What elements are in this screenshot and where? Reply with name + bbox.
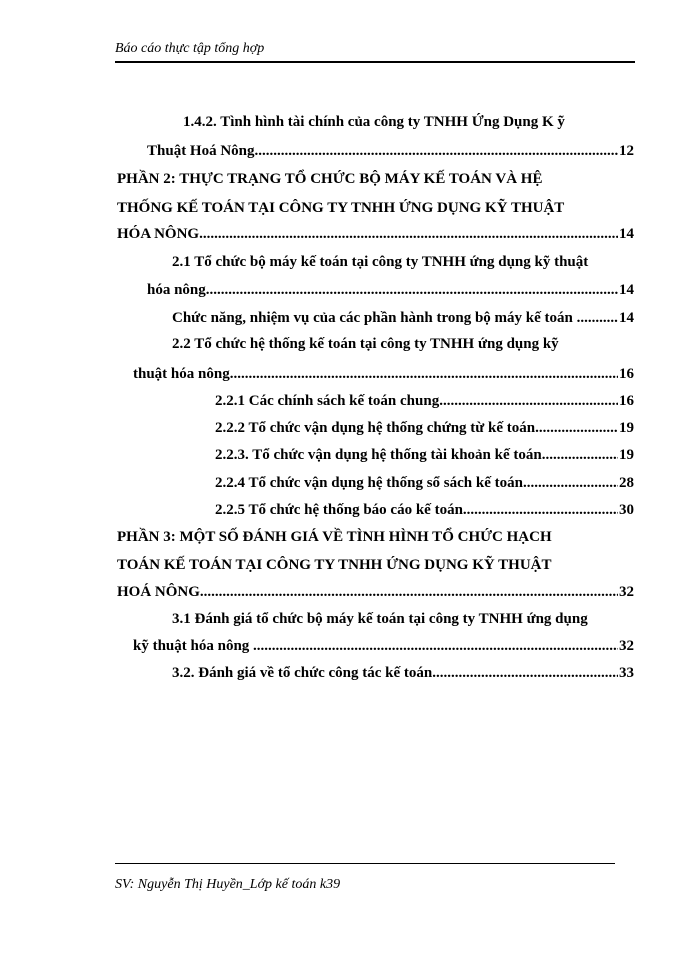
- toc-entry-1-line-2: [147, 139, 634, 163]
- toc-entry-text: HÓA NÔNG: [117, 226, 200, 242]
- toc-entry-7: [215, 416, 634, 440]
- header-divider: [115, 61, 635, 63]
- toc-entry-text: thuật hóa nông: [133, 366, 230, 382]
- toc-page-number: 14: [619, 282, 634, 298]
- toc-entry-3-line-2: [147, 278, 634, 302]
- toc-page-number: 19: [619, 447, 634, 463]
- toc-page-number: 30: [619, 502, 634, 518]
- toc-page-number: 33: [619, 665, 634, 681]
- toc-entry-11-line-3: [117, 580, 634, 604]
- toc-entry-text: HOÁ NÔNG: [117, 584, 200, 600]
- toc-entry-12-line-1: 3.1 Đánh giá tổ chức bộ máy kế toán tại công ty TNHH ứng dụng: [172, 611, 588, 627]
- toc-entry-2-line-1: PHẦN 2: THỰC TRẠNG TỔ CHỨC BỘ MÁY KẾ TOÁN VÀ HỆ: [117, 171, 543, 187]
- toc-entry-2-line-3: [117, 222, 634, 246]
- toc-entry-2-line-2: THỐNG KẾ TOÁN TẠI CÔNG TY TNHH ỨNG DỤNG KỸ THUẬT: [117, 200, 565, 216]
- toc-page-number: 32: [619, 638, 634, 654]
- toc-entry-text: Thuật Hoá Nông.: [147, 143, 259, 159]
- toc-page-number: 28: [619, 475, 634, 491]
- toc-page-number: 12: [619, 143, 634, 159]
- toc-page-number: 19: [619, 420, 634, 436]
- toc-entry-text: 2.2.5 Tổ chức hệ thống báo cáo kế toán: [215, 502, 463, 518]
- toc-page-number: 14: [619, 310, 634, 326]
- toc-entry-text: 2.2.4 Tổ chức vận dụng hệ thống sổ sách kế toán: [215, 475, 523, 491]
- page-header: Báo cáo thực tập tổng hợp: [115, 41, 265, 56]
- toc-entry-text: 2.2.3. Tổ chức vận dụng hệ thống tài khoản kế toán: [215, 447, 542, 463]
- toc-entry-10: [215, 498, 634, 522]
- toc-entry-11-line-1: PHẦN 3: MỘT SỐ ĐÁNH GIÁ VỀ TÌNH HÌNH TỔ CHỨC HẠCH: [117, 529, 552, 545]
- toc-entry-13: [172, 661, 634, 685]
- toc-entry-5-line-1: 2.2 Tổ chức hệ thống kế toán tại công ty TNHH ứng dụng kỹ: [172, 336, 559, 352]
- toc-page-number: 14: [619, 226, 634, 242]
- footer-divider: [115, 863, 615, 864]
- toc-entry-text: 2.2.1 Các chính sách kế toán chung: [215, 393, 440, 409]
- toc-entry-1-line-1: 1.4.2. Tình hình tài chính của công ty TNHH Ứng Dụng K ỹ: [183, 114, 565, 130]
- toc-entry-text: 3.2. Đánh giá về tổ chức công tác kế toán: [172, 665, 433, 681]
- toc-page-number: 32: [619, 584, 634, 600]
- toc-entry-6: [215, 389, 634, 413]
- toc-entry-text: kỹ thuật hóa nông .: [133, 638, 257, 654]
- toc-entry-3-line-1: 2.1 Tổ chức bộ máy kế toán tại công ty TNHH ứng dụng kỹ thuật: [172, 254, 589, 270]
- toc-entry-12-line-2: [133, 634, 634, 658]
- toc-entry-text: 2.2.2 Tổ chức vận dụng hệ thống chứng từ kế toán: [215, 420, 536, 436]
- toc-entry-4: [172, 306, 634, 330]
- page-footer: SV: Nguyễn Thị Huyền_Lớp kế toán k39: [115, 877, 341, 892]
- toc-entry-9: [215, 471, 634, 495]
- toc-entry-text: Chức năng, nhiệm vụ của các phần hành trong bộ máy kế toán .: [172, 310, 581, 326]
- toc-entry-8: [215, 443, 634, 467]
- toc-page-number: 16: [619, 366, 634, 382]
- toc-page-number: 16: [619, 393, 634, 409]
- toc-entry-text: hóa nông: [147, 282, 206, 298]
- toc-entry-5-line-2: [133, 362, 634, 386]
- toc-entry-11-line-2: TOÁN KẾ TOÁN TẠI CÔNG TY TNHH ỨNG DỤNG KỸ THUẬT: [117, 557, 552, 573]
